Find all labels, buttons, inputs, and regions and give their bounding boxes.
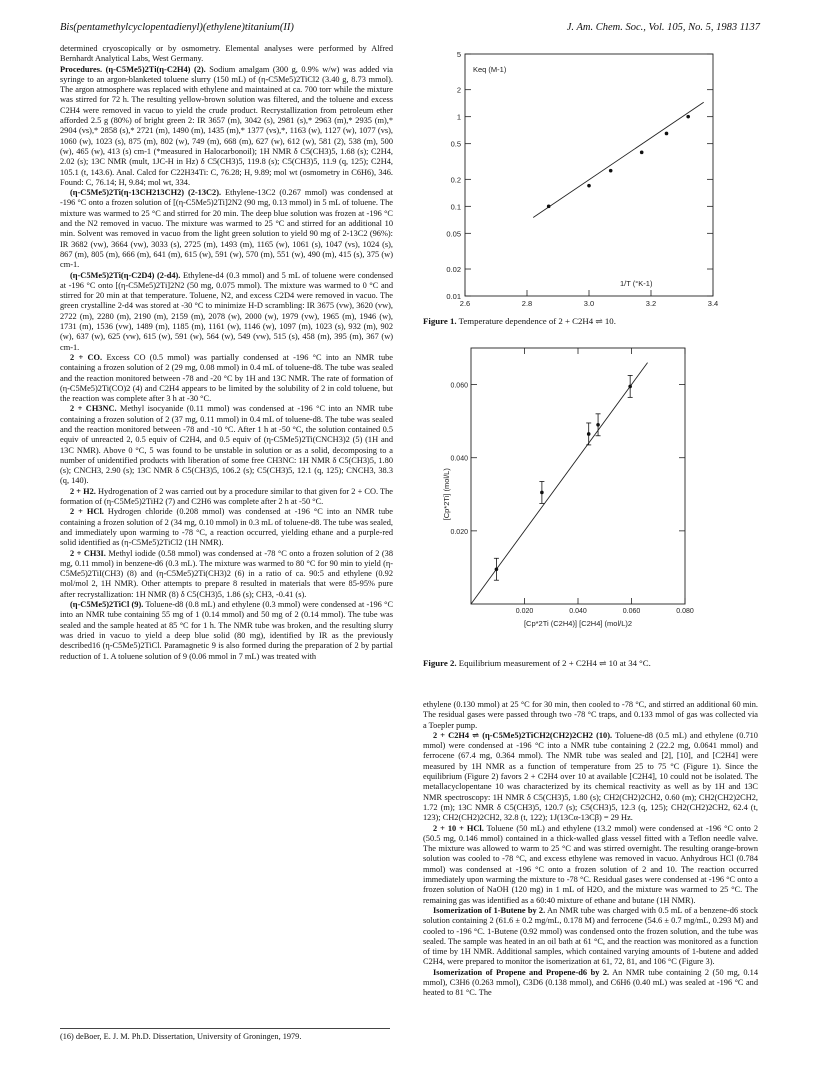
paragraph-heading: 2 + C2H4 ⇌ (η-C5Me5)2TiCH2(CH2)2CH2 (10).	[433, 730, 613, 740]
figure-1-plot	[423, 44, 758, 314]
paragraph-text: Sodium amalgam (300 g, 0.9% w/w) was added via syringe to an argon-blanketed toluene slurry (150 mL) of (η-C5Me5)2TiCl2 (3.40 g, 8.73 mmol). The argon atmosphere was replaced with ethylene and maintained at ca. 700 torr while the mixture was stirred for 72 h. The resulting yellow-brown solution was filtered, and the toluene and excess C2H4 were removed in vacuo to yield the crude product. Recrystallization from petroleum ether afforded 2.5 g (80%) of bright green 2: IR 3657 (m), 3042 (s), 2981 (s),* 2963 (m),* 2935 (m),* 2904 (vs),* 2858 (s),* 2721 (m), 1490 (m), 1435 (m),* 1377 (vs),*, 1163 (w), 1127 (w), 1077 (vs), 1060 (w), 1023 (s), 875 (m), 802 (w), 749 (m), 668 (m), 627 (w), 612 (w), 581 (2), 538 (m), 500 (w), 465 (w), 413 (s) cm-1 (*measured in Halocarbonoil); 1H NMR δ C5(CH3)5, 1.68 (s); C2H4, 2.02 (s); 13C NMR (mult, 1JC-H in Hz) δ C5(CH3)5, 119.8 (s); C5(CH3)5, 11.9 (q, 125); C2H4, 105.1 (t, 143.6). Anal. Calcd for C22H34Ti: C, 76.28; H, 9.89; mol wt (osmometry in C6H6), 346. Found: C, 76.14; H, 9.84; mol wt, 334.	[60, 64, 393, 187]
x-tick-label: 3.2	[645, 299, 657, 308]
figure-1-caption-text: Temperature dependence of 2 + C2H4 ⇌ 10.	[456, 316, 616, 326]
x-tick-label: 2.6	[459, 299, 471, 308]
data-point	[628, 385, 632, 389]
paragraph	[60, 600, 393, 662]
paragraph	[423, 968, 758, 999]
figure-1-caption-label: Figure 1.	[423, 316, 457, 326]
paragraph-text: Methyl isocyanide (0.11 mmol) was condensed at -196 °C into an NMR tube containing a frozen solution of 2 (37 mg, 0.11 mmol) in 0.4 mL of toluene-d8. The tube was sealed and the reaction monitored between -78 and -10 °C. After 1 h at -50 °C, the solution contained 0.5 equiv of unreacted 2, 0.5 equiv of C2H4, and 0.5 equiv of (η-C5Me5)2Ti(CNCH3)2 (5) (1H and 13C NMR). Above 0 °C, 5 was found to be unstable in solution or as a solid, decomposing to a number of unidentified products with liberation of some free CH3NC: 1H NMR δ C5(CH3)5, 1.80 (s); CNCH3, 2.90 (s); 13C NMR δ C5(CH3)5, 106.2 (s); C5(CH3)5, 12.1 (q, 125); CNCH3, 38.3 (q, 140).	[60, 404, 393, 486]
paragraph	[60, 507, 393, 548]
x-axis-label: [Cp*2Ti (C2H4)] [C2H4] (mol/L)2	[523, 619, 633, 628]
paragraph-text: Excess CO (0.5 mmol) was partially condensed at -196 °C into an NMR tube containing a frozen solution of 2 (29 mg, 0.08 mmol) in 0.4 mL of toluene-d8. The tube was sealed and the reaction monitored between -78 and -20 °C by 1H and 13C NMR. The rate of formation of (η-C5Me5)2Ti(CO)2 (4) and C2H4 appears to be limited by the solubility of 2 in cold toluene, but the reaction was complete after 3 h at -30 °C.	[60, 352, 393, 404]
paragraph-text: Ethylene-d4 (0.3 mmol) and 5 mL of toluene were condensed at -196 °C onto [(η-C5Me5)2Ti]2N2 (50 mg, 0.075 mmol). The mixture was warmed to 0 °C and stirred for 20 min at that temperature. Toluene, N2, and excess C2D4 were removed in vacuo. The green crystalline 2-d4 was stored at -30 °C to minimize H-D scrambling: IR 3675 (vw), 3620 (vw), 2722 (m), 2280 (m), 2190 (m), 2159 (m), 2078 (w), 2000 (w), 1979 (vw), 1965 (m), 1946 (w), 1731 (m), 1536 (vw), 1489 (m), 1185 (m), 1161 (w), 1146 (w), 1097 (m), 1023 (s), 932 (m), 902 (w), 637 (w), 625 (vw), 615 (w), 591 (w), 564 (w), 549 (vw), 515 (s), 458 (m), 395 (m), 367 (w) cm-1.	[60, 270, 394, 352]
right-column	[423, 700, 758, 999]
paragraph	[60, 44, 393, 65]
paragraph-text: Methyl iodide (0.58 mmol) was condensed at -78 °C onto a frozen solution of 2 (38 mg, 0.11 mmol) in benzene-d6 (0.3 mL). The mixture was warmed to 80 °C for 90 min to yield (η-C5Me5)2TiI(CH3) (8) and (η-C5Me5)2Ti(CH3)2 (6) in a ratio of ca. 90:5 and ethylene (0.92 mol/mol 2, 1H NMR). Other attempts to prepare 8 resulted in materials that were 85-95% pure after recrystallization: 1H NMR (8) δ C5(CH3)5, 1.86 (s); CH3, -0.41 (s).	[60, 548, 393, 599]
paragraph-heading: 2 + CO.	[70, 352, 103, 362]
y-tick-label: 0.020	[450, 528, 468, 536]
y-tick-label: 0.1	[450, 202, 461, 212]
data-point	[686, 115, 690, 119]
y-tick-label: 0.2	[450, 175, 461, 185]
fit-line	[533, 102, 704, 217]
paragraph-heading: Procedures. (η-C5Me5)2Ti(η-C2H4) (2).	[60, 64, 206, 74]
data-point	[587, 184, 591, 188]
data-point	[547, 205, 551, 209]
paragraph-text: determined cryoscopically or by osmometry. Elemental analyses were performed by Alfred Bernhardt Analytical Labs, West Germany.	[60, 44, 393, 64]
data-point	[609, 169, 613, 173]
running-head	[60, 22, 760, 38]
paragraph	[423, 824, 758, 906]
x-tick-label: 0.040	[569, 608, 587, 615]
paragraph-text: Toluene (50 mL) and ethylene (13.2 mmol) were condensed at -196 °C onto 2 (50.5 mg, 0.146 mmol) contained in a thick-walled glass vessel fitted with a Teflon needle valve. The mixture was allowed to warm to 25 °C and was stirred overnight. The resulting orange-brown solution was cooled to -78 °C, and excess ethylene was removed in vacuo. Anhydrous HCl (0.784 mmol) was condensed at -196 °C onto a frozen solution of 2 and 10. The reaction occurred immediately upon warming the mixture to -78 °C. Residual gases were condensed at -196 °C onto a frozen solution of NaOH (120 mg) in 1 mL of H2O, and the mixture was warmed to 25 °C. The remaining gas was identified as a 60:40 mixture of ethane and butane (1H NMR).	[423, 823, 758, 905]
paragraph-text: An NMR tube containing 2 (50 mg, 0.14 mmol), C3H6 (0.263 mmol), C3D6 (0.138 mmol), and C6H6 (0.40 mL) was sealed at -196 °C and heated to 81 °C. The	[423, 967, 758, 998]
figure-2-caption-label: Figure 2.	[423, 658, 457, 668]
data-point	[587, 432, 591, 436]
figure-2-caption	[423, 658, 651, 669]
x-tick-label: 0.020	[515, 608, 534, 615]
x-tick-label: 3.4	[707, 299, 719, 308]
paragraph	[60, 271, 393, 353]
data-point	[596, 423, 600, 427]
paragraph-heading: 2 + H2.	[70, 486, 96, 496]
paragraph	[60, 188, 393, 270]
paragraph-text: Toluene-d8 (0.5 mL) and ethylene (0.710 mmol) were condensed at -196 °C into a NMR tube containing 2 (22.2 mg, 0.0641 mmol) and ferrocene (67.4 mg, 0.364 mmol). The NMR tube was sealed and [2], [10], and [C2H4] were measured by 1H NMR as a function of temperature from 25 to 75 °C (Figure 1). Since the equilibrium (Figure 2) favors 2 + C2H4 over 10 at available [C2H4], 10 could not be isolated. The metallacyclopentane 10 was characterized by its chemical reactivity as well as by 1H and 13C NMR spectroscopy: 1H NMR δ C5(CH3)5, 1.80 (s); CH2(CH2)2CH2, 0.60 (m); CH2(CH2)2CH2, 1.72 (m); 13C NMR δ C5(CH3)5, 120.7 (s); C5(CH3)5, 12.3 (q, 125); CH2(CH2)2CH2, 62.4 (t, 123); CH2(CH2)2CH2, 32.8 (t, 122); 1J(13Cα-13Cβ) = 29 Hz.	[423, 730, 758, 823]
footnote-rule	[60, 1028, 390, 1029]
paragraph-text: Toluene-d8 (0.8 mL) and ethylene (0.3 mmol) were condensed at -196 °C into an NMR tube containing 55 mg of 1 (0.14 mmol) and 50 mg of 2 (0.14 mmol). The tube was sealed and the sample heated at 85 °C for 1 h. The NMR tube was broken, and the resulting slurry was dried in vacuo to yield a deep blue solid (80 mg), identified by IR as the previously described16 (η-C5Me5)2TiCl. Paramagnetic 9 is also formed during the preparation of 2 by partial reduction of 1. A toluene solution of 9 (0.06 mmol in 7 mL) was treated with	[60, 600, 394, 661]
paragraph	[423, 731, 758, 824]
paragraph-text: ethylene (0.130 mmol) at 25 °C for 30 min, then cooled to -78 °C, and stirred an additional 60 min. The residual gases were passed through two -78 °C traps, and 0.133 mmol of gas was collected via a Toepler pump.	[423, 700, 758, 730]
plot-frame	[471, 348, 685, 604]
x-tick-label: 2.8	[521, 299, 533, 308]
paragraph-heading: 2 + CH3I.	[70, 548, 106, 558]
paragraph	[60, 65, 393, 189]
paragraph	[423, 906, 758, 968]
paragraph	[60, 404, 393, 486]
figure-2-plot	[423, 338, 758, 654]
paragraph	[60, 487, 393, 508]
figure-2-caption-text: Equilibrium measurement of 2 + C2H4 ⇌ 10 at 34 °C.	[456, 658, 651, 668]
paragraph-text: Hydrogen chloride (0.208 mmol) was condensed at -196 °C into an NMR tube containing a frozen solution of 2 (34 mg, 0.10 mmol) in 0.3 mL of toluene-d8. The tube was sealed, and immediately upon warming to -78 °C, a reaction occurred, yielding ethane and a purple-red solid identified as (η-C5Me5)2TiCl2 (1H NMR).	[60, 507, 393, 548]
y-tick-label: 0.05	[446, 229, 461, 239]
figure-1-caption	[423, 316, 616, 327]
paragraph-heading: Isomerization of 1-Butene by 2.	[433, 905, 546, 915]
paragraph-text: Ethylene-13C2 (0.267 mmol) was condensed at -196 °C onto a frozen solution of [(η-C5Me5)2Ti]2N2 (90 mg, 0.13 mmol) in 5 mL of toluene. The mixture was warmed to 25 °C and stirred for 20 min. The deep blue solution was frozen at -196 °C and the N2 removed in vacuo. The mixture was warmed to 25 °C and stirred for an additional 10 min. Solvent was removed in vacuo from the light green solution to yield 90 mg of 2-13C2 (96%): IR 3682 (vw), 3664 (vw), 3033 (s), 2725 (m), 1493 (m), 1165 (w), 1061 (s), 1047 (vs), 1024 (s), 867 (m), 805 (m), 666 (m), 641 (m), 615 (w), 591 (w), 570 (m), 551 (w), 490 (m), 415 (s), 375 (w) cm-1.	[60, 188, 393, 270]
y-tick-label: 0.040	[450, 455, 468, 463]
y-tick-label: 5	[456, 50, 461, 59]
fit-line	[471, 363, 648, 604]
paragraph-heading: 2 + 10 + HCl.	[433, 823, 484, 833]
x-tick-label: 0.060	[622, 608, 641, 615]
figure-2	[423, 338, 758, 678]
left-column	[60, 44, 393, 662]
y-tick-label: 2	[456, 85, 461, 95]
paragraph-heading: 2 + HCl.	[70, 507, 104, 517]
data-point	[495, 567, 499, 571]
y-axis-label: [Cp*2Ti] (mol/L)	[442, 468, 451, 521]
data-point	[640, 151, 644, 155]
paragraph	[423, 700, 758, 731]
running-head-title: Bis(pentamethylcyclopentadienyl)(ethylene)titanium(II)	[60, 22, 294, 33]
y-tick-label: 0.5	[450, 139, 461, 149]
paragraph-text: Hydrogenation of 2 was carried out by a procedure similar to that given for 2 + CO. The formation of (η-C5Me5)2TiH2 (7) and C2H6 was complete after 2 h at -50 °C.	[60, 486, 393, 507]
footnote: (16) deBoer, E. J. M. Ph.D. Dissertation, University of Groningen, 1979.	[60, 1032, 302, 1041]
paragraph-heading: (η-C5Me5)2TiCl (9).	[70, 600, 144, 610]
data-point	[665, 132, 669, 136]
y-tick-label: 0.01	[446, 292, 461, 301]
paragraph-heading: Isomerization of Propene and Propene-d6 by 2.	[433, 967, 610, 977]
paragraph-heading: 2 + CH3NC.	[70, 404, 117, 414]
y-tick-label: 0.02	[446, 265, 461, 275]
data-point	[540, 491, 544, 495]
paragraph-heading: (η-C5Me5)2Ti(η-C2D4) (2-d4).	[70, 270, 181, 280]
x-axis-label: 1/T (°K-1)	[620, 279, 653, 288]
running-head-journal: J. Am. Chem. Soc., Vol. 105, No. 5, 1983 1137	[566, 22, 760, 33]
paragraph	[60, 353, 393, 404]
x-tick-label: 3.0	[583, 299, 595, 308]
paragraph	[60, 549, 393, 600]
paragraph-text: An NMR tube was charged with 0.5 mL of a benzene-d6 stock solution containing 2 (61.6 ± 0.2 mg/mL, 0.178 M) and ferrocene (54.6 ± 0.7 mg/mL, 0.293 M) and cooled to -196 °C. 1-Butene (0.92 mmol) was condensed onto the frozen solution, and the tube was sealed. The sample was heated in an oil bath at 61 °C, and the reaction was monitored as a function of time by 1H NMR. Additional samples, which contained varying amounts of 1-butene and added C2H4, were prepared to monitor the isomerization at 61, 72, 81, and 106 °C (Figure 3).	[423, 905, 758, 967]
y-axis-label: Keq (M-1)	[473, 65, 507, 74]
paragraph-heading: (η-C5Me5)2Ti(η-13CH213CH2) (2-13C2).	[70, 188, 222, 198]
x-tick-label: 0.080	[676, 608, 694, 615]
plot-frame	[465, 54, 713, 296]
y-tick-label: 0.060	[450, 382, 468, 390]
figure-1	[423, 44, 758, 334]
y-tick-label: 1	[456, 112, 461, 122]
